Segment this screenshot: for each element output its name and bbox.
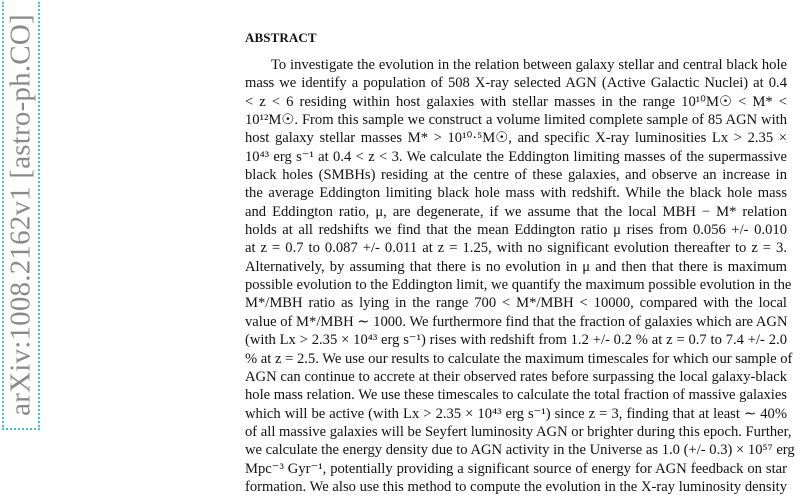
- abstract-line: To investigate the evolution in the relation between galaxy stellar and central black hole: [271, 57, 787, 73]
- abstract-line: host galaxy stellar masses M* > 10¹⁰·⁵M☉, and specific X-ray luminosities Lx > 2.35 ×: [245, 130, 787, 147]
- abstract-line: formation. We also use this method to compute the evolution in the X-ray luminosity density: [245, 478, 787, 495]
- abstract-line: Alternatively, by assuming that there is no evolution in μ and then that there is maximum: [245, 258, 787, 275]
- abstract-line: mass we identify a population of 508 X-ray selected AGN (Active Galactic Nuclei) at 0.4: [245, 75, 787, 92]
- abstract-line: % at z = 2.5. We use our results to calculate the maximum timescales for which our sample of: [245, 350, 793, 367]
- abstract-body: [245, 56, 795, 496]
- abstract-line: of all massive galaxies will be Seyfert luminosity AGN or brighter during this epoch. Further,: [245, 423, 792, 440]
- abstract-line: AGN can continue to accrete at their observed rates before surpassing the local galaxy-black: [245, 368, 787, 385]
- abstract-line: black holes (SMBHs) residing at the centre of these galaxies, and observe an increase in: [245, 167, 787, 184]
- abstract-line: and Eddington ratio, μ, are degenerate, if we assume that the local MBH − M* relation: [245, 203, 787, 220]
- abstract-line: possible evolution to the Eddington limit, we quantify the maximum possible evolution in the: [245, 277, 792, 294]
- abstract-line: M*/MBH ratio as lying in the range 700 < M*/MBH < 10000, compared with the local: [245, 295, 787, 312]
- section-heading: ABSTRACT: [245, 30, 317, 45]
- abstract-line: (with Lx > 2.35 × 10⁴³ erg s⁻¹) rises with redshift from 1.2 +/- 0.2 % at z = 0.7 to 7.4 +/- 2.0: [245, 332, 787, 349]
- abstract-line: at z = 0.7 to 0.087 +/- 0.011 at z = 1.25, with no significant evolution thereafter to z = 3.: [245, 240, 787, 257]
- abstract-line: holds at all redshifts we find that the mean Eddington ratio μ rises from 0.056 +/- 0.010: [245, 222, 787, 239]
- abstract-line: < z < 6 residing within host galaxies with stellar masses in the range 10¹⁰M☉ < M* <: [245, 93, 787, 110]
- abstract-line: we calculate the energy density due to AGN activity in the Universe as 1.0 (+/- 0.3) × 10⁵⁷ erg: [245, 442, 795, 459]
- abstract-line: 10⁴³ erg s⁻¹ at 0.4 < z < 3. We calculate the Eddington limiting masses of the supermassive: [245, 148, 787, 165]
- arxiv-stamp: [2, 2, 40, 430]
- abstract-line: the average Eddington limiting black hole mass with redshift. While the black hole mass: [245, 185, 787, 202]
- arxiv-identifier[interactable]: arXiv:1008.2162v1 [astro-ph.CO]: [4, 14, 37, 416]
- abstract-line: which will be active (with Lx > 2.35 × 10⁴³ erg s⁻¹) since z = 3, finding that at least ∼ 40%: [245, 405, 787, 422]
- abstract-line: hole mass relation. We use these timescales to calculate the total fraction of massive galaxies: [245, 387, 787, 404]
- abstract-line: 10¹²M☉. From this sample we construct a volume limited complete sample of 85 AGN with: [245, 112, 787, 129]
- abstract-line: Mpc⁻³ Gyr⁻¹, potentially providing a significant source of energy for AGN feedback on star: [245, 460, 787, 477]
- abstract-line: value of M*/MBH ∼ 1000. We furthermore find that the fraction of galaxies which are AGN: [245, 313, 788, 330]
